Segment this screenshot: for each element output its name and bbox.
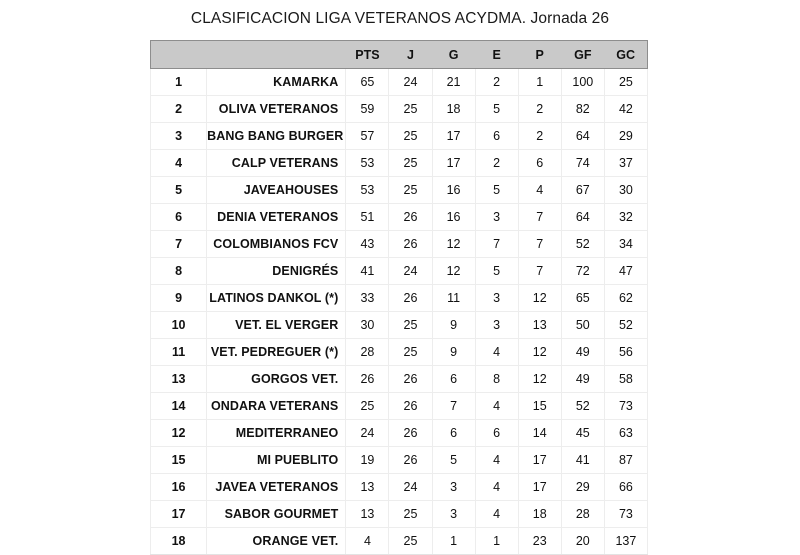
cell-e: 4 — [475, 393, 518, 420]
column-header-gf: GF — [561, 41, 604, 69]
cell-j: 26 — [389, 393, 432, 420]
cell-g: 9 — [432, 312, 475, 339]
cell-gc: 63 — [604, 420, 647, 447]
cell-gf: 20 — [561, 528, 604, 555]
cell-pos: 8 — [151, 258, 207, 285]
cell-pos: 7 — [151, 231, 207, 258]
column-header-position — [151, 41, 207, 69]
cell-e: 6 — [475, 123, 518, 150]
cell-p: 12 — [518, 339, 561, 366]
cell-team: ONDARA VETERANS — [207, 393, 346, 420]
cell-j: 25 — [389, 150, 432, 177]
cell-g: 5 — [432, 447, 475, 474]
cell-pos: 15 — [151, 447, 207, 474]
cell-pos: 11 — [151, 339, 207, 366]
cell-pts: 57 — [346, 123, 389, 150]
cell-g: 18 — [432, 96, 475, 123]
cell-e: 4 — [475, 501, 518, 528]
table-row — [151, 420, 648, 447]
standings-table — [150, 40, 648, 555]
cell-gc: 34 — [604, 231, 647, 258]
cell-g: 3 — [432, 501, 475, 528]
cell-g: 7 — [432, 393, 475, 420]
table-row — [151, 150, 648, 177]
cell-team: VET. EL VERGER — [207, 312, 346, 339]
cell-p: 18 — [518, 501, 561, 528]
table-header-row — [151, 41, 648, 69]
cell-gc: 52 — [604, 312, 647, 339]
table-row — [151, 447, 648, 474]
table-row — [151, 501, 648, 528]
cell-team: DENIGRÉS — [207, 258, 346, 285]
cell-p: 14 — [518, 420, 561, 447]
cell-e: 5 — [475, 258, 518, 285]
table-row — [151, 285, 648, 312]
cell-p: 2 — [518, 96, 561, 123]
cell-p: 17 — [518, 474, 561, 501]
table-row — [151, 231, 648, 258]
cell-g: 17 — [432, 150, 475, 177]
cell-gc: 25 — [604, 69, 647, 96]
cell-gf: 82 — [561, 96, 604, 123]
cell-g: 6 — [432, 366, 475, 393]
table-row — [151, 366, 648, 393]
cell-pos: 13 — [151, 366, 207, 393]
cell-team: JAVEA VETERANOS — [207, 474, 346, 501]
cell-pts: 13 — [346, 501, 389, 528]
cell-p: 1 — [518, 69, 561, 96]
cell-pos: 5 — [151, 177, 207, 204]
cell-j: 24 — [389, 258, 432, 285]
cell-pos: 18 — [151, 528, 207, 555]
cell-gc: 73 — [604, 393, 647, 420]
cell-j: 26 — [389, 204, 432, 231]
cell-pos: 14 — [151, 393, 207, 420]
cell-gf: 49 — [561, 339, 604, 366]
cell-p: 7 — [518, 258, 561, 285]
cell-g: 3 — [432, 474, 475, 501]
cell-g: 12 — [432, 258, 475, 285]
cell-e: 5 — [475, 96, 518, 123]
cell-gc: 73 — [604, 501, 647, 528]
cell-j: 25 — [389, 96, 432, 123]
cell-gf: 74 — [561, 150, 604, 177]
cell-g: 6 — [432, 420, 475, 447]
cell-j: 25 — [389, 123, 432, 150]
cell-team: SABOR GOURMET — [207, 501, 346, 528]
cell-j: 25 — [389, 501, 432, 528]
cell-g: 16 — [432, 177, 475, 204]
cell-p: 7 — [518, 231, 561, 258]
cell-team: ORANGE VET. — [207, 528, 346, 555]
cell-j: 25 — [389, 339, 432, 366]
cell-pts: 26 — [346, 366, 389, 393]
table-row — [151, 96, 648, 123]
cell-e: 4 — [475, 339, 518, 366]
cell-team: MI PUEBLITO — [207, 447, 346, 474]
cell-pts: 13 — [346, 474, 389, 501]
cell-p: 13 — [518, 312, 561, 339]
cell-e: 3 — [475, 204, 518, 231]
cell-gc: 30 — [604, 177, 647, 204]
cell-gc: 56 — [604, 339, 647, 366]
cell-pts: 43 — [346, 231, 389, 258]
cell-e: 2 — [475, 150, 518, 177]
cell-gf: 52 — [561, 231, 604, 258]
page-title: CLASIFICACION LIGA VETERANOS ACYDMA. Jornada 26 — [190, 10, 610, 27]
cell-gc: 47 — [604, 258, 647, 285]
cell-gf: 67 — [561, 177, 604, 204]
cell-team: OLIVA VETERANOS — [207, 96, 346, 123]
cell-e: 5 — [475, 177, 518, 204]
table-row — [151, 393, 648, 420]
cell-gf: 28 — [561, 501, 604, 528]
cell-p: 17 — [518, 447, 561, 474]
cell-pts: 53 — [346, 177, 389, 204]
cell-p: 15 — [518, 393, 561, 420]
standings-table-container — [150, 40, 648, 555]
cell-pts: 4 — [346, 528, 389, 555]
cell-gf: 50 — [561, 312, 604, 339]
cell-pts: 65 — [346, 69, 389, 96]
cell-team: BANG BANG BURGER — [207, 123, 346, 150]
cell-g: 16 — [432, 204, 475, 231]
cell-gc: 58 — [604, 366, 647, 393]
cell-e: 4 — [475, 447, 518, 474]
table-row — [151, 474, 648, 501]
cell-p: 2 — [518, 123, 561, 150]
cell-gf: 72 — [561, 258, 604, 285]
cell-j: 24 — [389, 69, 432, 96]
cell-gc: 137 — [604, 528, 647, 555]
cell-team: LATINOS DANKOL (*) — [207, 285, 346, 312]
cell-pts: 41 — [346, 258, 389, 285]
cell-p: 12 — [518, 285, 561, 312]
cell-gc: 66 — [604, 474, 647, 501]
cell-p: 12 — [518, 366, 561, 393]
cell-j: 25 — [389, 177, 432, 204]
cell-e: 1 — [475, 528, 518, 555]
cell-j: 26 — [389, 366, 432, 393]
cell-team: CALP VETERANS — [207, 150, 346, 177]
cell-e: 8 — [475, 366, 518, 393]
cell-g: 21 — [432, 69, 475, 96]
cell-gf: 65 — [561, 285, 604, 312]
cell-pos: 12 — [151, 420, 207, 447]
cell-j: 26 — [389, 447, 432, 474]
cell-gc: 32 — [604, 204, 647, 231]
cell-j: 26 — [389, 231, 432, 258]
cell-e: 2 — [475, 69, 518, 96]
table-row — [151, 204, 648, 231]
cell-gf: 29 — [561, 474, 604, 501]
cell-j: 26 — [389, 285, 432, 312]
cell-g: 9 — [432, 339, 475, 366]
cell-gf: 64 — [561, 204, 604, 231]
cell-team: GORGOS VET. — [207, 366, 346, 393]
cell-e: 3 — [475, 285, 518, 312]
column-header-gc: GC — [604, 41, 647, 69]
table-row — [151, 258, 648, 285]
cell-gc: 87 — [604, 447, 647, 474]
cell-g: 1 — [432, 528, 475, 555]
table-row — [151, 69, 648, 96]
cell-e: 6 — [475, 420, 518, 447]
cell-g: 17 — [432, 123, 475, 150]
cell-pos: 1 — [151, 69, 207, 96]
column-header-p: P — [518, 41, 561, 69]
cell-gc: 29 — [604, 123, 647, 150]
cell-gf: 45 — [561, 420, 604, 447]
cell-pts: 59 — [346, 96, 389, 123]
cell-team: MEDITERRANEO — [207, 420, 346, 447]
cell-e: 7 — [475, 231, 518, 258]
cell-gf: 52 — [561, 393, 604, 420]
table-body — [151, 69, 648, 555]
cell-pos: 9 — [151, 285, 207, 312]
cell-pos: 16 — [151, 474, 207, 501]
cell-j: 24 — [389, 474, 432, 501]
cell-team: JAVEAHOUSES — [207, 177, 346, 204]
table-row — [151, 123, 648, 150]
cell-team: VET. PEDREGUER (*) — [207, 339, 346, 366]
column-header-j: J — [389, 41, 432, 69]
column-header-team — [207, 41, 346, 69]
cell-gf: 49 — [561, 366, 604, 393]
cell-pos: 3 — [151, 123, 207, 150]
cell-pts: 19 — [346, 447, 389, 474]
cell-gf: 100 — [561, 69, 604, 96]
table-row — [151, 528, 648, 555]
cell-g: 12 — [432, 231, 475, 258]
cell-pos: 2 — [151, 96, 207, 123]
table-row — [151, 177, 648, 204]
cell-gc: 37 — [604, 150, 647, 177]
cell-p: 23 — [518, 528, 561, 555]
cell-gf: 64 — [561, 123, 604, 150]
cell-pts: 30 — [346, 312, 389, 339]
column-header-e: E — [475, 41, 518, 69]
cell-gc: 62 — [604, 285, 647, 312]
cell-g: 11 — [432, 285, 475, 312]
cell-pos: 6 — [151, 204, 207, 231]
cell-pts: 51 — [346, 204, 389, 231]
cell-pts: 33 — [346, 285, 389, 312]
cell-p: 7 — [518, 204, 561, 231]
cell-pts: 25 — [346, 393, 389, 420]
table-row — [151, 339, 648, 366]
cell-j: 25 — [389, 312, 432, 339]
table-header — [151, 41, 648, 69]
cell-pos: 4 — [151, 150, 207, 177]
column-header-pts: PTS — [346, 41, 389, 69]
cell-j: 26 — [389, 420, 432, 447]
cell-team: DENIA VETERANOS — [207, 204, 346, 231]
cell-pts: 24 — [346, 420, 389, 447]
cell-gf: 41 — [561, 447, 604, 474]
table-row — [151, 312, 648, 339]
cell-p: 6 — [518, 150, 561, 177]
cell-j: 25 — [389, 528, 432, 555]
cell-pos: 17 — [151, 501, 207, 528]
cell-pos: 10 — [151, 312, 207, 339]
cell-e: 4 — [475, 474, 518, 501]
cell-gc: 42 — [604, 96, 647, 123]
column-header-g: G — [432, 41, 475, 69]
cell-e: 3 — [475, 312, 518, 339]
cell-team: KAMARKA — [207, 69, 346, 96]
cell-pts: 53 — [346, 150, 389, 177]
cell-pts: 28 — [346, 339, 389, 366]
cell-team: COLOMBIANOS FCV — [207, 231, 346, 258]
cell-p: 4 — [518, 177, 561, 204]
